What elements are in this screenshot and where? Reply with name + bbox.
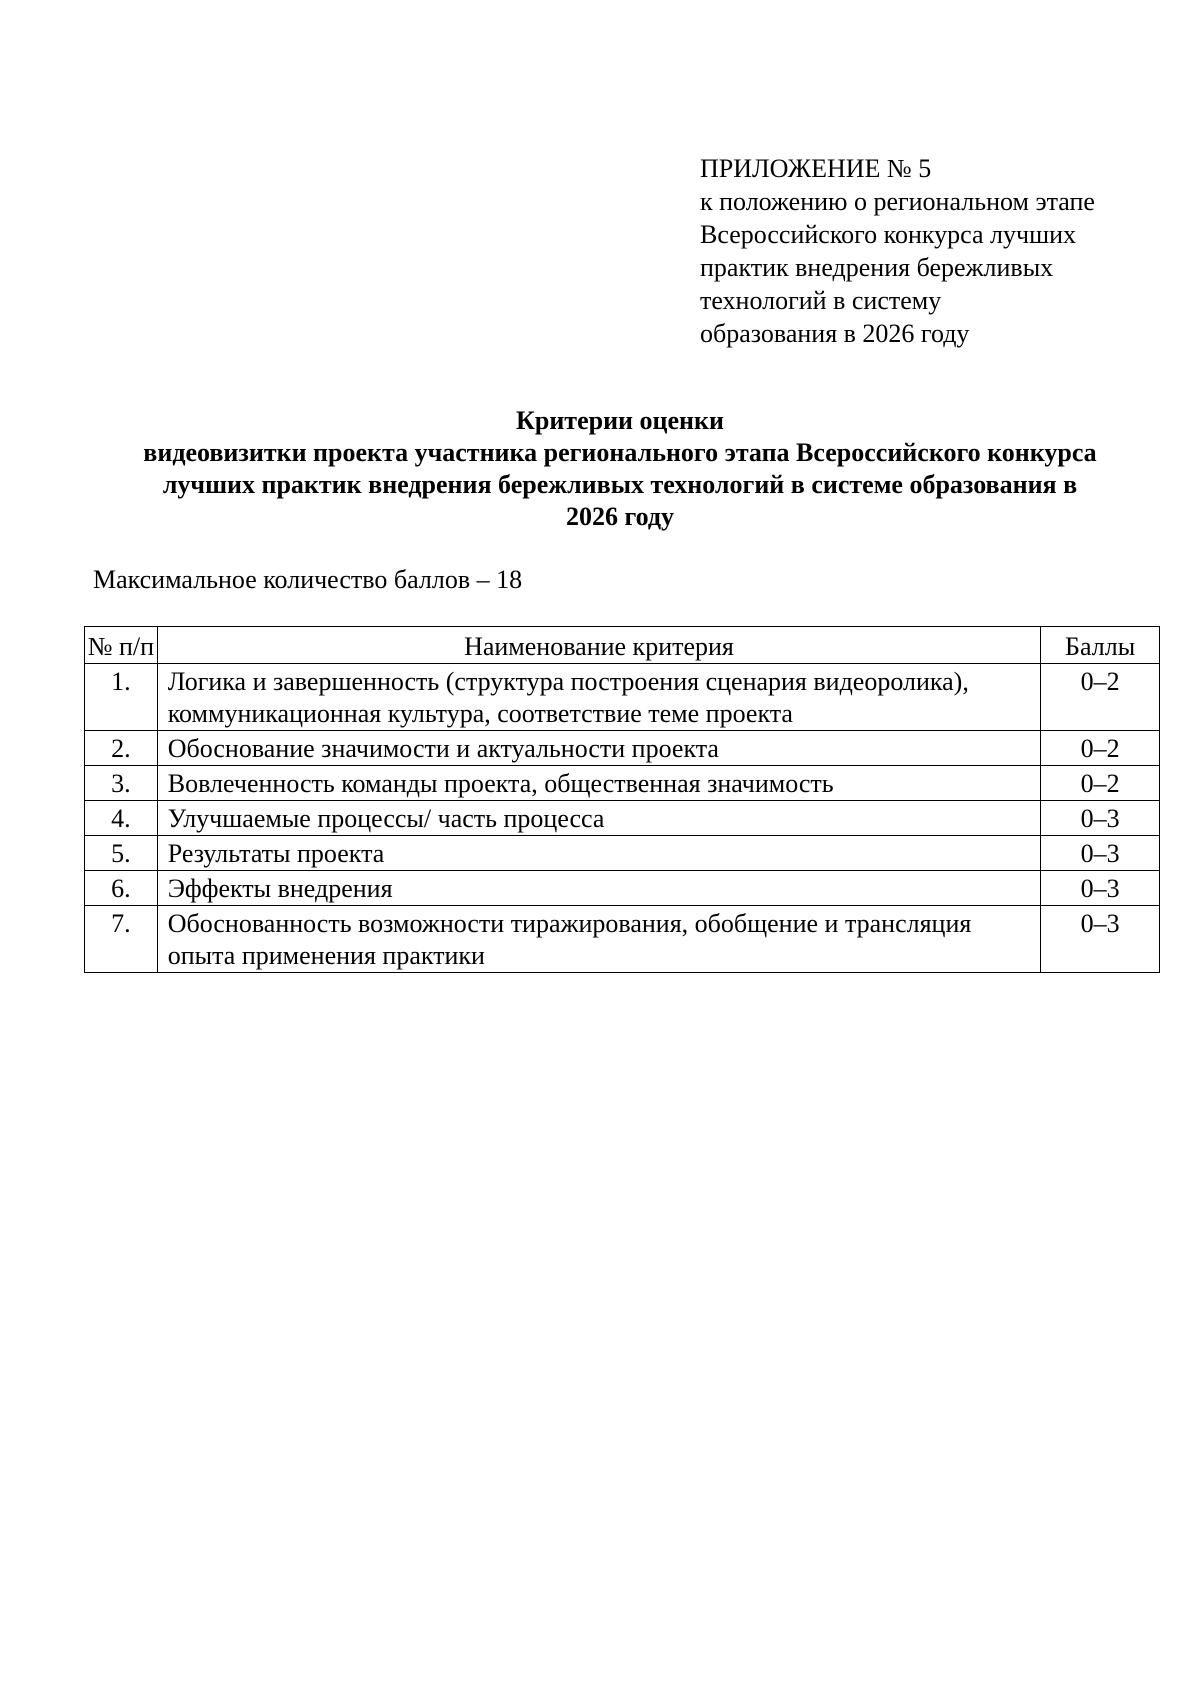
- row-points-cell: [1041, 871, 1160, 906]
- row-points-cell: [1041, 664, 1160, 731]
- row-num: 1.: [111, 667, 131, 696]
- table-row: [85, 906, 1160, 973]
- row-points-cell: [1041, 906, 1160, 973]
- row-num-cell: [85, 906, 158, 973]
- header-points: [1041, 627, 1160, 664]
- row-num-cell: [85, 731, 158, 766]
- row-name-cell: [157, 871, 1041, 906]
- annex-line: к положению о региональном этапе: [700, 187, 1095, 216]
- row-num: 5.: [111, 839, 131, 868]
- annex-header: [700, 152, 1160, 350]
- row-name: Эффекты внедрения: [167, 874, 393, 903]
- title-line: лучших практик внедрения бережливых технологий в системе образования в: [162, 470, 1078, 499]
- row-num-cell: [85, 836, 158, 871]
- row-num: 2.: [111, 734, 131, 763]
- row-name: Результаты проекта: [167, 839, 385, 868]
- row-points: 0–2: [1080, 769, 1120, 798]
- header-points-label: Баллы: [1065, 632, 1136, 661]
- annex-line: образования в 2026 году: [700, 319, 970, 348]
- header-name: [157, 627, 1041, 664]
- row-points-cell: [1041, 731, 1160, 766]
- title-line: видеовизитки проекта участника регионального этапа Всероссийского конкурса: [143, 438, 1097, 467]
- row-num: 4.: [111, 804, 131, 833]
- row-num: 3.: [111, 769, 131, 798]
- annex-line: практик внедрения бережливых: [700, 253, 1054, 282]
- table-row: [85, 664, 1160, 731]
- row-points-cell: [1041, 836, 1160, 871]
- row-name: Обоснованность возможности тиражирования, обобщение и трансляция опыта применения практики: [167, 909, 972, 970]
- table-header-row: [85, 627, 1160, 664]
- header-num: [85, 627, 158, 664]
- row-num-cell: [85, 801, 158, 836]
- title-line: 2026 году: [565, 502, 675, 531]
- header-name-label: Наименование критерия: [464, 632, 734, 661]
- row-name: Обоснование значимости и актуальности проекта: [167, 734, 719, 763]
- row-points: 0–2: [1080, 734, 1120, 763]
- table-row: [85, 871, 1160, 906]
- row-points-cell: [1041, 801, 1160, 836]
- row-points-cell: [1041, 766, 1160, 801]
- annex-line: Всероссийского конкурса лучших: [700, 220, 1077, 249]
- row-name: Логика и завершенность (структура построения сценария видеоролика), коммуникационная культура, соответствие теме проекта: [167, 667, 969, 728]
- row-num-cell: [85, 871, 158, 906]
- row-num-cell: [85, 766, 158, 801]
- row-name-cell: [157, 906, 1041, 973]
- row-points: 0–2: [1080, 667, 1120, 696]
- row-name: Улучшаемые процессы/ часть процесса: [167, 804, 605, 833]
- document-title: [80, 405, 1160, 533]
- criteria-table: [84, 626, 1160, 973]
- annex-line: технологий в систему: [700, 286, 942, 315]
- table-row: [85, 836, 1160, 871]
- row-points: 0–3: [1080, 874, 1120, 903]
- row-name-cell: [157, 766, 1041, 801]
- max-points-text: Максимальное количество баллов – 18: [93, 565, 523, 594]
- row-num: 7.: [111, 909, 131, 938]
- row-points: 0–3: [1080, 804, 1120, 833]
- row-name-cell: [157, 801, 1041, 836]
- row-points: 0–3: [1080, 909, 1120, 938]
- row-name: Вовлеченность команды проекта, общественная значимость: [167, 769, 834, 798]
- table-row: [85, 766, 1160, 801]
- table-row: [85, 731, 1160, 766]
- row-num-cell: [85, 664, 158, 731]
- row-name-cell: [157, 731, 1041, 766]
- table-row: [85, 801, 1160, 836]
- row-points: 0–3: [1080, 839, 1120, 868]
- annex-line: ПРИЛОЖЕНИЕ № 5: [700, 154, 932, 183]
- header-num-label: № п/п: [87, 632, 155, 661]
- row-name-cell: [157, 836, 1041, 871]
- row-name-cell: [157, 664, 1041, 731]
- title-line: Критерии оценки: [516, 406, 724, 435]
- row-num: 6.: [111, 874, 131, 903]
